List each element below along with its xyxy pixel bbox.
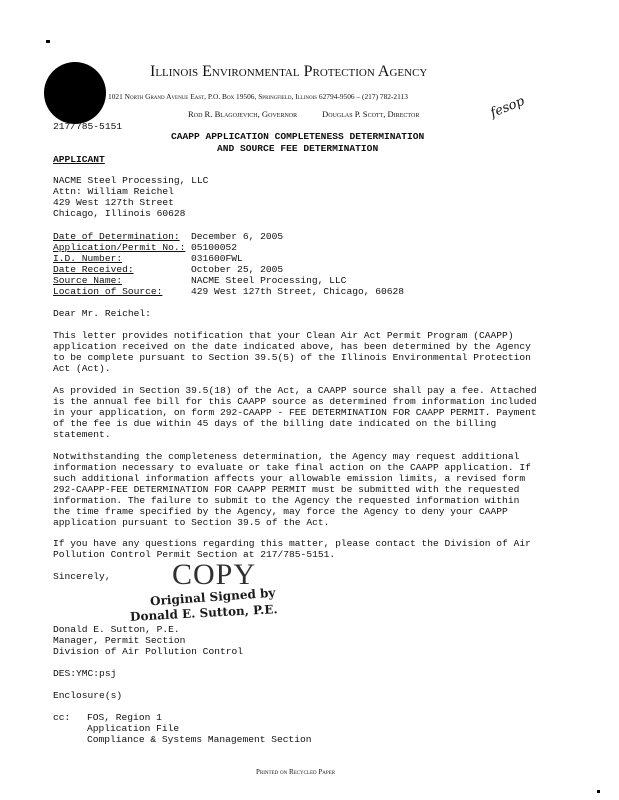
footer-recycled: Printed on Recycled Paper — [256, 768, 336, 776]
paragraph-3 — [53, 451, 563, 528]
initials: DES:YMC:psj — [53, 668, 117, 679]
detail-label: Location of Source: — [53, 286, 163, 297]
scan-mark — [597, 790, 600, 793]
phone: 217/785-5151 — [53, 121, 123, 132]
closing: Sincerely, — [53, 571, 111, 582]
paragraph-line: the time frame specified by the Agency, may force the Agency to deny your CAAPP — [53, 506, 508, 517]
detail-value: 429 West 127th Street, Chicago, 60628 — [191, 286, 405, 297]
paragraph-2 — [53, 385, 563, 440]
paragraph-line: If you have any questions regarding this matter, please contact the Division of Air — [53, 538, 531, 549]
signature-stamp-line-1: Original Signed by — [149, 585, 276, 609]
signatory-line: Division of Air Pollution Control — [53, 646, 243, 657]
signatory-line: Donald E. Sutton, P.E. — [53, 624, 180, 635]
detail-value: 031600FWL — [191, 253, 243, 264]
paragraph-line: information. The failure to submit to the Agency the requested information within — [53, 495, 520, 506]
cc-label: cc: — [53, 712, 71, 723]
detail-label: Application/Permit No.: — [53, 242, 186, 253]
detail-value: NACME Steel Processing, LLC — [191, 275, 347, 286]
paragraph-1 — [53, 330, 563, 374]
detail-value: 05100052 — [191, 242, 238, 253]
applicant-line: NACME Steel Processing, LLC — [53, 175, 209, 186]
signatory-block — [53, 624, 243, 657]
cc-list — [87, 712, 312, 745]
paragraph-line: Notwithstanding the completeness determination, the Agency may request additional — [53, 451, 520, 462]
paragraph-line: Act (Act). — [53, 363, 111, 374]
paragraph-line: such additional information affects your allowable emission limits, a revised form — [53, 473, 526, 484]
applicant-line: Attn: William Reichel — [53, 186, 174, 197]
paragraph-line: is the annual fee bill for this CAAPP source as determined from information included — [53, 396, 537, 407]
paragraph-line: of the fee is due within 45 days of the billing date indicated on the billing — [53, 418, 497, 429]
detail-label: Source Name: — [53, 275, 123, 286]
detail-value: December 6, 2005 — [191, 231, 284, 242]
paragraph-line: application pursuant to Section 39.5 of the Act. — [53, 517, 330, 528]
governor: Rod R. Blagojevich, Governor — [188, 109, 298, 119]
agency-name: Illinois Environmental Protection Agency — [150, 63, 428, 80]
paragraph-line: to be complete pursuant to Section 39.5(5) of the Illinois Environmental Protection — [53, 352, 531, 363]
enclosures: Enclosure(s) — [53, 690, 123, 701]
signatory-line: Manager, Permit Section — [53, 635, 186, 646]
detail-label: I.D. Number: — [53, 253, 123, 264]
paragraph-line: information necessary to evaluate or take final action on the CAAPP application. If — [53, 462, 531, 473]
copy-stamp: COPY — [172, 558, 257, 591]
agency-address: 1021 North Grand Avenue East, P.O. Box 19506, Springfield, Illinois 62794-9506 – (217) 782-2113 — [108, 92, 408, 101]
subject-line-2: AND SOURCE FEE DETERMINATION — [217, 143, 379, 154]
detail-label: Date Received: — [53, 264, 134, 275]
cc-item: Application File — [87, 723, 180, 734]
paragraph-line: application received on the date indicated above, has been determined by the Agency — [53, 341, 531, 352]
detail-label: Date of Determination: — [53, 231, 180, 242]
paragraph-line: This letter provides notification that your Clean Air Act Permit Program (CAAPP) — [53, 330, 514, 341]
subject-line-1: CAAPP APPLICATION COMPLETENESS DETERMINATION — [171, 131, 425, 142]
cc-item: FOS, Region 1 — [87, 712, 162, 723]
salutation: Dear Mr. Reichel: — [53, 308, 151, 319]
details-values — [191, 231, 404, 297]
scan-mark — [46, 40, 50, 43]
cc-item: Compliance & Systems Management Section — [87, 734, 312, 745]
director: Douglas P. Scott, Director — [322, 109, 420, 119]
paragraph-line: As provided in Section 39.5(18) of the Act, a CAAPP source shall pay a fee. Attached — [53, 385, 537, 396]
paragraph-4 — [53, 538, 563, 560]
applicant-block — [53, 175, 208, 219]
paragraph-line: in your application, on form 292-CAAPP - FEE DETERMINATION FOR CAAPP PERMIT. Payment — [53, 407, 537, 418]
detail-value: October 25, 2005 — [191, 264, 284, 275]
paragraph-line: Pollution Control Permit Section at 217/785-5151. — [53, 549, 336, 560]
applicant-line: Chicago, Illinois 60628 — [53, 208, 186, 219]
details-labels — [53, 231, 185, 297]
handwritten-note: fesop — [488, 93, 527, 121]
signature-stamp-line-2: Donald E. Sutton, P.E. — [129, 602, 278, 624]
paragraph-line: statement. — [53, 429, 111, 440]
applicant-heading: APPLICANT — [53, 154, 105, 165]
agency-logo — [44, 62, 106, 124]
applicant-line: 429 West 127th Street — [53, 197, 174, 208]
paragraph-line: 292-CAAPP-FEE DETERMINATION FOR CAAPP PERMIT must be submitted with the requested — [53, 484, 520, 495]
